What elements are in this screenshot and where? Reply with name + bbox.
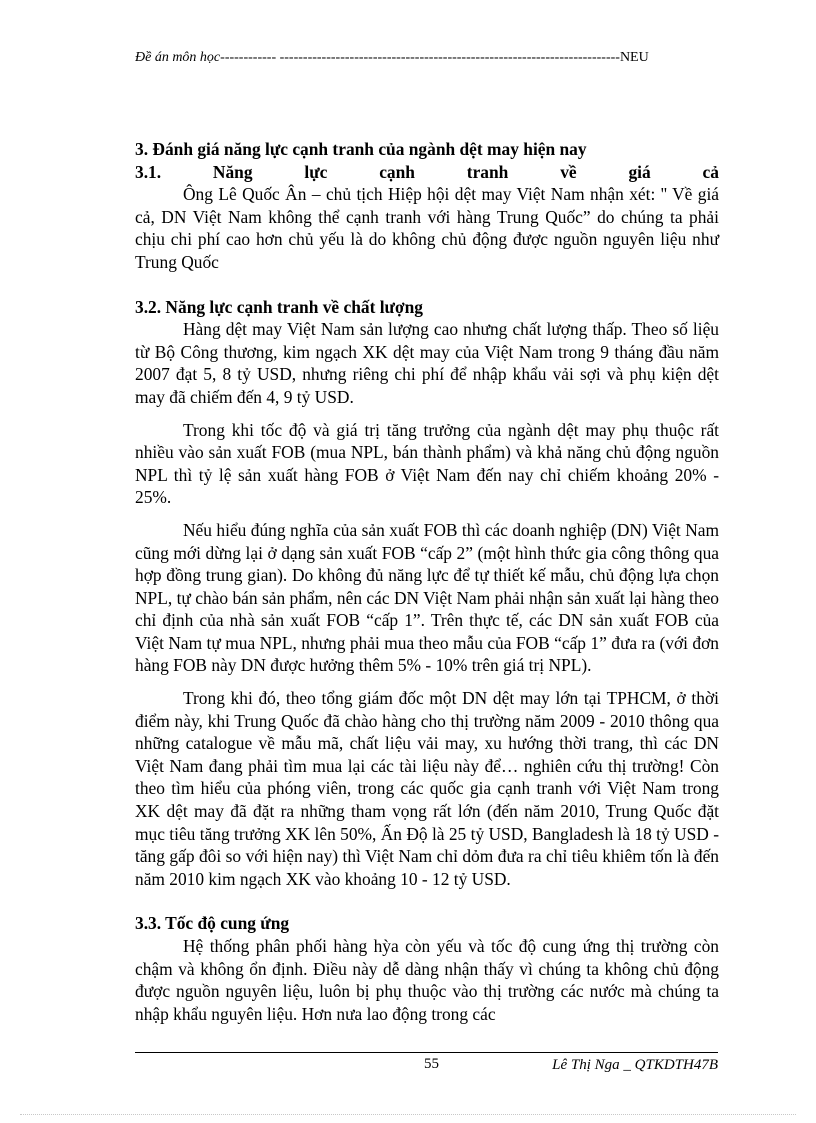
page-body	[135, 138, 719, 1025]
section-3-3-paragraph-1: Hệ thống phân phối hàng hỳa còn yếu và tốc độ cung ứng thị trường còn chậm và không ổn định. Điều này dễ dàng nhận thấy vì chúng ta không chủ động được nguồn nguyên liệu, luôn bị phụ thuộc vào thị trường các nước mà chúng ta nhập khẩu nguyên liệu. Hơn nưa lao động trong các	[135, 936, 719, 1024]
heading-word: lực	[304, 161, 328, 182]
section-3-1-heading	[135, 161, 719, 184]
heading-word: giá	[628, 161, 651, 182]
section-3-1-paragraph: Ông Lê Quốc Ân – chủ tịch Hiệp hội dệt may Việt Nam nhận xét: '' Về giá cả, DN Việt Nam không thể cạnh tranh với hàng Trung Quốc” do chúng ta phải chịu chi phí cao hơn chủ yếu là do không chủ động được nguồn nguyên liệu như Trung Quốc	[135, 184, 719, 272]
section-3-heading: 3. Đánh giá năng lực cạnh tranh của ngành dệt may hiện nay	[135, 139, 587, 159]
header-dashes: ------------ -------------------------------------------------------------------------	[220, 50, 620, 65]
page-bottom-dotted-line	[20, 1114, 796, 1115]
section-3-2-paragraph-1: Hàng dệt may Việt Nam sản lượng cao nhưng chất lượng thấp. Theo số liệu từ Bộ Công thương, kim ngạch XK dệt may của Việt Nam trong 9 tháng đầu năm 2007 đạt 5, 8 tỷ USD, nhưng riêng chi phí để nhập khẩu vải sợi và phụ kiện dệt may đã chiếm đến 4, 9 tỷ USD.	[135, 319, 719, 407]
heading-word: cả	[702, 161, 719, 182]
page-number: 55	[424, 1056, 439, 1072]
footer-author: Lê Thị Nga _ QTKDTH47B	[552, 1057, 718, 1073]
heading-word: về	[560, 161, 577, 182]
heading-word: 3.1.	[135, 161, 162, 182]
page-header	[135, 50, 697, 66]
section-3-2-heading: 3.2. Năng lực cạnh tranh về chất lượng	[135, 296, 423, 317]
section-3-3-heading: 3.3. Tốc độ cung ứng	[135, 913, 290, 934]
header-course-title: Đề án môn học	[135, 50, 221, 65]
heading-word: tranh	[466, 161, 509, 182]
heading-word: Năng	[212, 161, 253, 182]
header-school: NEU	[619, 50, 649, 65]
section-3-2-paragraph-4: Trong khi đó, theo tổng giám đốc một DN dệt may lớn tại TPHCM, ở thời điểm này, khi Trung Quốc đã chào hàng cho thị trường năm 2009 - 2010 thông qua những catalogue về mẫu mã, chất liệu vải may, xu hướng thời trang, thì các DN Việt Nam đang phải tìm mua lại các tài liệu này để… nghiên cứu thị trường! Còn theo tìm hiểu của phóng viên, trong các quốc gia cạnh tranh với Việt Nam trong XK dệt may đã đặt ra những tham vọng rất lớn (đến năm 2010, Trung Quốc đặt mục tiêu tăng trưởng XK lên 50%, Ấn Độ là 25 tỷ USD, Bangladesh là 18 tỷ USD - tăng gấp đôi so với hiện nay) thì Việt Nam chỉ dỏm đưa ra chỉ tiêu khiêm tốn là đến năm 2010 kim ngạch XK vào khoảng 10 - 12 tỷ USD.	[135, 688, 719, 889]
section-3-2-paragraph-3: Nếu hiểu đúng nghĩa của sản xuất FOB thì các doanh nghiệp (DN) Việt Nam cũng mới dừng lại ở dạng sản xuất FOB “cấp 2” (một hình thức gia công thông qua hợp đồng trung gian). Do không đủ năng lực để tự thiết kế mẫu, chủ động lựa chọn NPL, tự chào bán sản phẩm, nên các DN Việt Nam phải nhận sản xuất lại hàng theo chỉ định của nhà sản xuất FOB “cấp 1”. Trên thực tế, các DN sản xuất FOB của Việt Nam tự mua NPL, nhưng phải mua theo mẫu của FOB “cấp 1” đưa ra (với đơn hàng FOB này DN được hưởng thêm 5% - 10% trên giá trị NPL).	[135, 519, 719, 676]
section-3-2-paragraph-2: Trong khi tốc độ và giá trị tăng trưởng của ngành dệt may phụ thuộc rất nhiều vào sản xuất FOB (mua NPL, bán thành phẩm) và khả năng chủ động nguồn NPL thì tỷ lệ sản xuất hàng FOB ở Việt Nam đến nay chỉ chiếm khoảng 20% - 25%.	[135, 419, 719, 508]
footer-divider	[135, 1052, 718, 1053]
heading-word: cạnh	[379, 161, 415, 182]
